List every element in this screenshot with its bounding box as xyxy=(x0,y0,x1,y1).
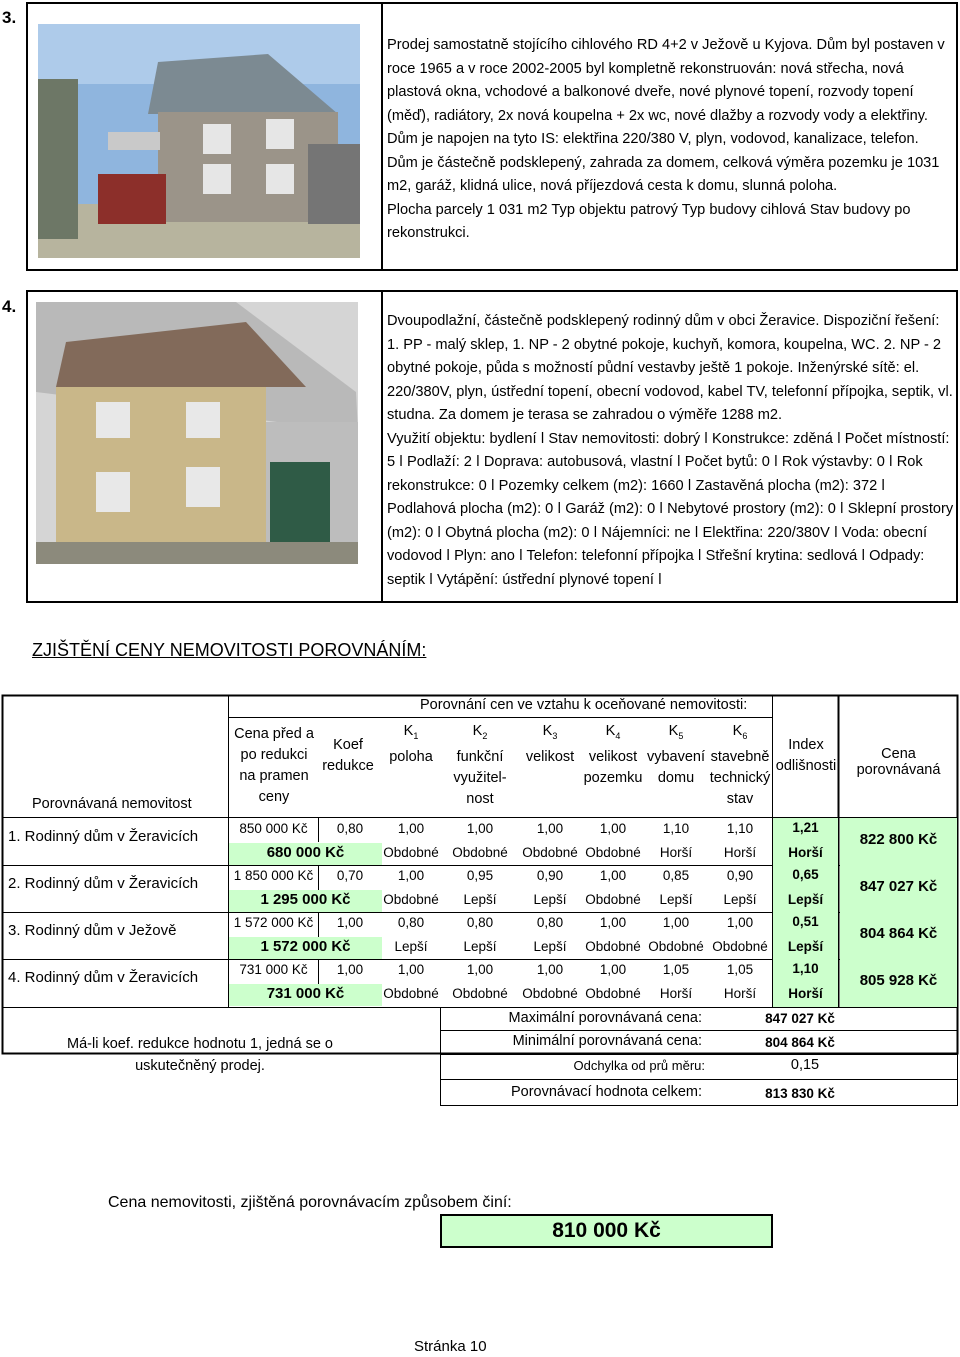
row-k-value: 1,00 xyxy=(466,821,494,836)
section-heading: ZJIŠTĚNÍ CENY NEMOVITOSTI POROVNÁNÍM: xyxy=(32,640,427,660)
row-k-value: 1,00 xyxy=(536,962,564,977)
summary-total-value: 813 830 Kč xyxy=(765,1086,835,1101)
table-note: Má-li koef. redukce hodnotu 1, jedná se o uskutečněný prodej. xyxy=(67,1036,333,1074)
row-overall-quality: Lepší xyxy=(787,939,824,954)
row-k-value: 0,95 xyxy=(466,868,494,883)
row-k-quality: Lepší xyxy=(394,939,428,954)
row-k-quality: Obdobné xyxy=(712,939,768,954)
row-k-quality: Horší xyxy=(723,986,757,1001)
row-compared-price: 804 864 Kč xyxy=(859,925,938,942)
row-overall-quality: Horší xyxy=(788,845,823,860)
row-property-name: 1. Rodinný dům v Žeravicích xyxy=(8,828,199,845)
table-top-caption: Porovnání cen ve vztahu k oceňované nemovitosti: xyxy=(420,697,748,713)
row-k-value: 1,00 xyxy=(599,821,627,836)
row-k-quality: Obdobné xyxy=(522,845,578,860)
col-header-property: Porovnávaná nemovitost xyxy=(32,796,192,812)
row-k-quality: Obdobné xyxy=(585,892,641,907)
row-k-value: 0,80 xyxy=(536,915,564,930)
row-k-value: 1,00 xyxy=(536,821,564,836)
row-index: 1,10 xyxy=(792,961,819,976)
row-reduced-price: 1 295 000 Kč xyxy=(260,891,351,908)
row-k-quality: Obdobné xyxy=(383,892,439,907)
final-price-box xyxy=(440,1214,773,1248)
row-k-quality: Obdobné xyxy=(452,986,508,1001)
col-header-k5: $K_5$ vybavení domu xyxy=(646,723,706,786)
row-compared-price: 822 800 Kč xyxy=(859,831,938,848)
row-k-value: 1,05 xyxy=(726,962,754,977)
col-header-koef: Koef redukce xyxy=(322,737,374,774)
row-k-quality: Obdobné xyxy=(383,986,439,1001)
row-k-quality: Lepší xyxy=(533,892,567,907)
row-koef: 0,70 xyxy=(336,868,364,883)
summary-max-label: Maximální porovnávaná cena: xyxy=(508,1010,702,1026)
row-k-quality: Lepší xyxy=(723,892,757,907)
row-k-value: 0,85 xyxy=(662,868,690,883)
row-property-name: 4. Rodinný dům v Žeravicích xyxy=(8,969,199,986)
row-k-value: 1,00 xyxy=(726,915,754,930)
row-original-price: 850 000 Kč xyxy=(239,821,308,836)
col-header-k6: $K_6$ stavebně technický stav xyxy=(709,723,771,807)
row-original-price: 1 572 000 Kč xyxy=(233,915,314,930)
summary-deviation-label: Odchylka od prů měru: xyxy=(573,1058,705,1073)
row-index: 1,21 xyxy=(792,820,819,835)
row-k-value: 1,05 xyxy=(662,962,690,977)
row-k-value: 1,10 xyxy=(726,821,754,836)
summary-min-value: 804 864 Kč xyxy=(765,1035,835,1050)
row-original-price: 1 850 000 Kč xyxy=(233,868,314,883)
page-footer: Stránka 10 xyxy=(414,1338,487,1355)
row-koef: 1,00 xyxy=(336,962,364,977)
summary-min-label: Minimální porovnávaná cena: xyxy=(512,1033,702,1049)
summary-max-value: 847 027 Kč xyxy=(765,1011,835,1026)
final-price-label: Cena nemovitosti, zjištěná porovnávacím způsobem činí: xyxy=(108,1194,512,1211)
row-k-quality: Lepší xyxy=(463,939,497,954)
row-k-value: 1,00 xyxy=(397,821,425,836)
row-k-quality: Obdobné xyxy=(383,845,439,860)
row-compared-price: 847 027 Kč xyxy=(859,878,938,895)
row-k-value: 1,00 xyxy=(466,962,494,977)
row-k-value: 1,00 xyxy=(599,915,627,930)
row-k-value: 1,00 xyxy=(397,962,425,977)
row-k-value: 1,10 xyxy=(662,821,690,836)
row-k-quality: Horší xyxy=(723,845,757,860)
row-k-quality: Obdobné xyxy=(522,986,578,1001)
row-k-value: 1,00 xyxy=(397,868,425,883)
row-k-value: 1,00 xyxy=(599,962,627,977)
row-k-quality: Lepší xyxy=(463,892,497,907)
row-overall-quality: Lepší xyxy=(787,892,824,907)
row-k-quality: Obdobné xyxy=(585,986,641,1001)
row-k-value: 1,00 xyxy=(599,868,627,883)
row-reduced-price: 680 000 Kč xyxy=(266,844,345,861)
row-reduced-price: 1 572 000 Kč xyxy=(260,938,351,955)
row-k-value: 1,00 xyxy=(662,915,690,930)
row-index: 0,65 xyxy=(792,867,819,882)
row-k-quality: Obdobné xyxy=(452,845,508,860)
section-3-paragraph: Prodej samostatně stojícího cihlového RD 4+2 v Ježově u Kyjova. Dům byl postaven v roce 1965 a v roce 2002-2005 byl kompletně rekonstruován: nová střecha, nová plastová okna, vchodové a balkonové dveře, nové plynové topení, rozvody topení (měď), radiátory, 2x nová koupelna + 2x wc, nové dlažby a rozvody vody a elektřiny. xyxy=(387,37,945,124)
row-k-quality: Obdobné xyxy=(585,845,641,860)
row-k-value: 0,80 xyxy=(397,915,425,930)
section-3-paragraph: Dům je napojen na tyto IS: elektřina 220/380 V, plyn, vodovod, kanalizace, telefon. xyxy=(387,131,919,147)
row-koef: 1,00 xyxy=(336,915,364,930)
col-header-k3: $K_3$ velikost xyxy=(525,723,575,765)
col-header-k2: $K_2$ funkční využitel-nost xyxy=(453,723,507,807)
row-k-value: 0,90 xyxy=(726,868,754,883)
col-header-k4: $K_4$ velikost pozemku xyxy=(583,723,643,786)
row-reduced-price: 731 000 Kč xyxy=(266,985,345,1002)
row-k-quality: Lepší xyxy=(659,892,693,907)
col-header-price: Cena před a po redukci na pramen ceny xyxy=(234,726,314,805)
row-koef: 0,80 xyxy=(336,821,364,836)
row-k-quality: Obdobné xyxy=(648,939,704,954)
section-4-number: 4. xyxy=(2,297,17,316)
section-3-number: 3. xyxy=(2,8,17,27)
row-k-quality: Horší xyxy=(659,986,693,1001)
row-k-quality: Horší xyxy=(659,845,693,860)
row-compared-price: 805 928 Kč xyxy=(859,972,938,989)
col-header-k1: $K_1$ poloha xyxy=(389,723,433,765)
section-3-paragraph: Plocha parcely 1 031 m2 Typ objektu patrový Typ budovy cihlová Stav budovy po rekonstrukci. xyxy=(387,201,911,241)
row-k-quality: Obdobné xyxy=(585,939,641,954)
row-index: 0,51 xyxy=(792,914,819,929)
row-property-name: 2. Rodinný dům v Žeravicích xyxy=(8,875,199,892)
row-k-value: 0,80 xyxy=(466,915,494,930)
row-property-name: 3. Rodinný dům v Ježově xyxy=(8,922,177,939)
row-original-price: 731 000 Kč xyxy=(239,962,308,977)
section-4-paragraph: Dvoupodlažní, částečně podsklepený rodinný dům v obci Žeravice. Dispoziční řešení: 1. PP - malý sklep, 1. NP - 2 obytné pokoje, kuchyň, komora, koupelna, WC. 2. NP - 2 obytné pokoje, půda s možností půdní vestavby ještě 1 pokoje. Inženýrské sítě: el. 220/380V, plyn, ústřední topení, obecní vodovod, kabel TV, telefonní přípojka, septik, vl. studna. Za domem je terasa se zahradou o výměře 1288 m2. xyxy=(387,313,953,423)
section-4-paragraph: Využití objektu: bydlení ǀ Stav nemovitosti: dobrý ǀ Konstrukce: zděná ǀ Počet místností: 5 ǀ Podlaží: 2 ǀ Doprava: autobusová, vlastní ǀ Počet bytů: 0 ǀ Rok výstavby: 0 ǀ Rok rekonstrukce: 0 ǀ Pozemky celkem (m2): 1660 ǀ Zastavěná plocha (m2): 372 ǀ Podlahová plocha (m2): 0 ǀ Garáž (m2): 0 ǀ Nebytové prostory (m2): 0 ǀ Sklepní prostory (m2): 0 ǀ Obytná plocha (m2): 0 ǀ Nájemníci: ne ǀ Elektřina: 220/380V ǀ Voda: obecní vodovod ǀ Plyn: ano ǀ Telefon: telefonní přípojka ǀ Střešní krytina: sedlová ǀ Odpady: septik ǀ Vytápění: ústřední plynové topení ǀ xyxy=(387,430,954,588)
row-k-value: 0,90 xyxy=(536,868,564,883)
summary-total-label: Porovnávací hodnota celkem: xyxy=(510,1084,702,1100)
row-overall-quality: Horší xyxy=(788,986,823,1001)
final-price-value: 810 000 Kč xyxy=(552,1219,661,1242)
section-3-paragraph: Dům je částečně podsklepený, zahrada za domem, celková výměra pozemku je 1031 m2, garáž, klidná ulice, nová příjezdová cesta k domu, slunná poloha. xyxy=(387,154,940,194)
col-header-index: Index odlišnosti xyxy=(775,737,837,774)
summary-deviation-value: 0,15 xyxy=(790,1057,820,1073)
row-k-quality: Lepší xyxy=(533,939,567,954)
col-header-compared-price: Cena porovnávaná xyxy=(856,746,941,778)
